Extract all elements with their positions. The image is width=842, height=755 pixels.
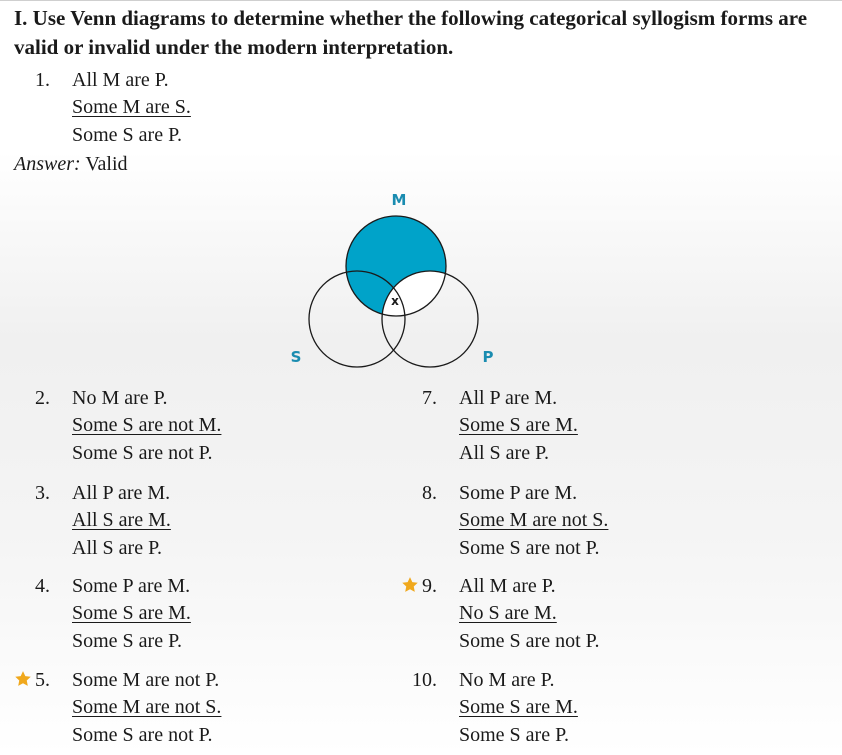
major-premise: All P are M. — [459, 387, 558, 409]
minor-premise: Some M are not S. — [72, 696, 222, 718]
problem-7 — [401, 384, 741, 468]
conclusion: All S are P. — [72, 537, 162, 559]
problem-number: 8. — [422, 482, 437, 504]
major-premise: Some P are M. — [459, 482, 578, 504]
existence-mark: x — [391, 294, 399, 308]
major-premise: Some M are not P. — [72, 669, 220, 691]
minor-premise: Some M are S. — [72, 96, 191, 118]
conclusion: Some S are P. — [459, 724, 569, 746]
problem-9 — [401, 572, 741, 656]
problem-4 — [14, 572, 354, 656]
label-p: P — [482, 348, 494, 366]
conclusion: Some S are not P. — [72, 724, 213, 746]
problem-3 — [14, 479, 354, 563]
answer-label: Answer: — [14, 153, 81, 175]
problem-10 — [401, 666, 741, 750]
problem-number: 5. — [35, 669, 50, 691]
conclusion: Some S are not P. — [459, 537, 600, 559]
major-premise: All M are P. — [72, 69, 169, 91]
venn-diagram — [282, 186, 492, 376]
minor-premise: No S are M. — [459, 602, 557, 624]
problem-number: 9. — [422, 575, 437, 597]
problem-1 — [14, 66, 314, 150]
major-premise: No M are P. — [72, 387, 168, 409]
minor-premise: Some S are M. — [72, 602, 191, 624]
minor-premise: Some S are not M. — [72, 414, 222, 436]
minor-premise: All S are M. — [72, 509, 171, 531]
problem-5 — [14, 666, 354, 750]
top-border — [0, 0, 842, 1]
conclusion: All S are P. — [459, 442, 549, 464]
problem-8 — [401, 479, 741, 563]
problem-number: 1. — [35, 69, 50, 91]
conclusion: Some S are P. — [72, 124, 182, 146]
problem-number: 3. — [35, 482, 50, 504]
conclusion: Some S are not P. — [72, 442, 213, 464]
label-s: S — [290, 348, 302, 366]
answer-value: Valid — [85, 153, 128, 175]
conclusion: Some S are not P. — [459, 630, 600, 652]
problem-number: 7. — [422, 387, 437, 409]
major-premise: All M are P. — [459, 575, 556, 597]
major-premise: No M are P. — [459, 669, 555, 691]
problem-number: 4. — [35, 575, 50, 597]
problem-number: 2. — [35, 387, 50, 409]
exercise-heading: I. Use Venn diagrams to determine whether the following categorical syllogism forms are valid or invalid under the modern interpretation. — [14, 6, 808, 59]
major-premise: All P are M. — [72, 482, 171, 504]
problem-2 — [14, 384, 354, 468]
minor-premise: Some S are M. — [459, 696, 578, 718]
minor-premise: Some S are M. — [459, 414, 578, 436]
minor-premise: Some M are not S. — [459, 509, 609, 531]
answer — [14, 150, 128, 178]
label-m: M — [391, 191, 407, 209]
major-premise: Some P are M. — [72, 575, 191, 597]
problem-number: 10. — [412, 669, 437, 691]
conclusion: Some S are P. — [72, 630, 182, 652]
